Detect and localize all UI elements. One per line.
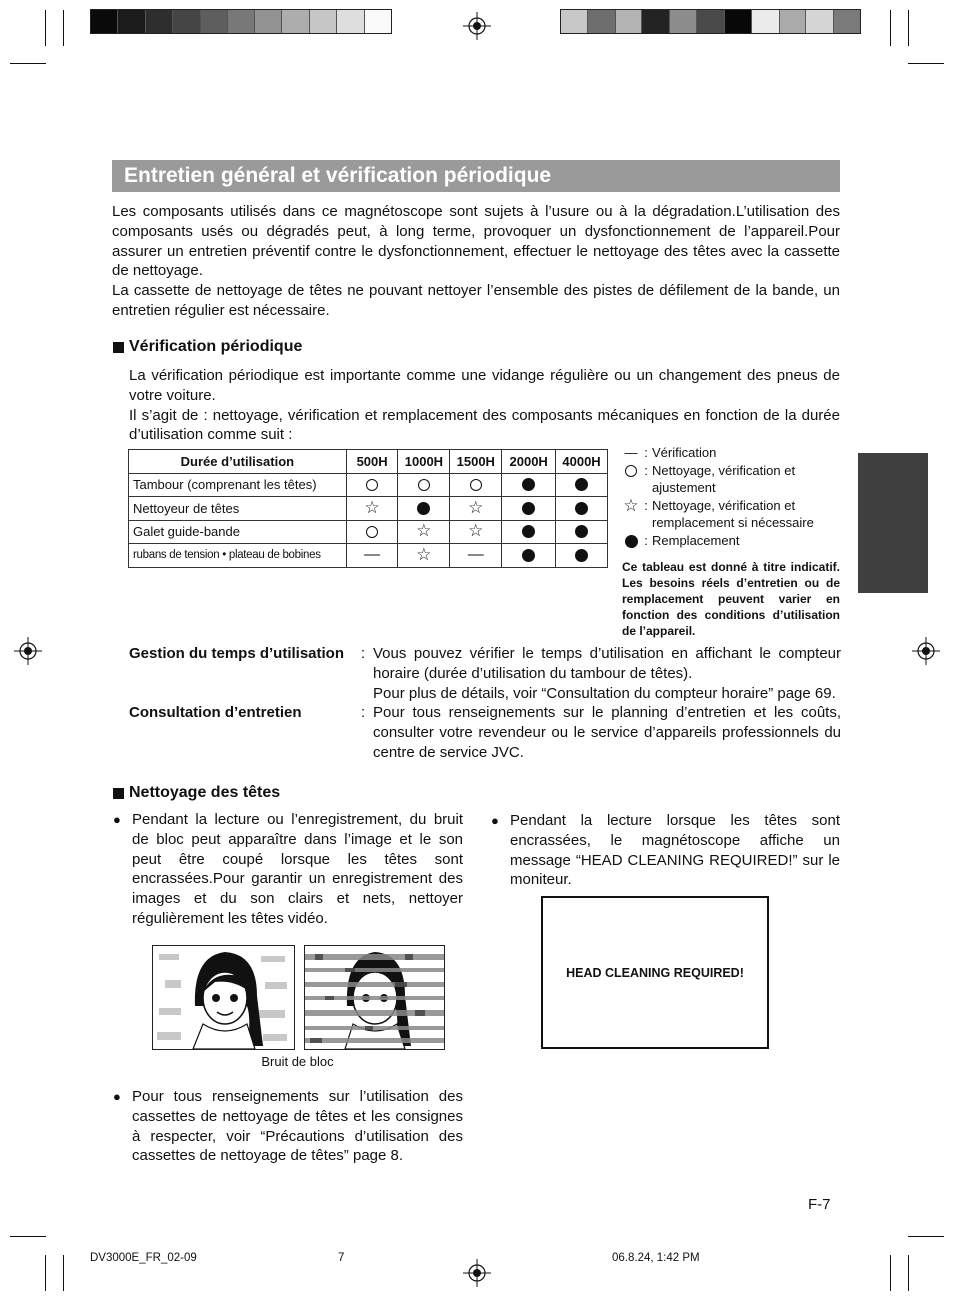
legend-item xyxy=(622,444,842,462)
footer-date: 06.8.24, 1:42 PM xyxy=(612,1252,700,1264)
legend-text: Remplacement xyxy=(652,532,740,548)
table-header-cell: 2000H xyxy=(502,450,556,474)
table-row xyxy=(129,473,608,497)
filled-circle-icon xyxy=(575,525,588,538)
grayscale-bar-right xyxy=(560,9,861,34)
definition-term: Gestion du temps d’utilisation xyxy=(129,645,345,662)
clean-picture-image xyxy=(152,945,295,1050)
table-header-cell: 500H xyxy=(346,450,398,474)
colon: : xyxy=(644,445,648,460)
table-header-cell: 1500H xyxy=(450,450,502,474)
registration-mark-icon xyxy=(14,637,42,665)
open-circle-icon xyxy=(418,479,430,491)
crop-mark xyxy=(890,1255,891,1291)
registration-mark-icon xyxy=(912,637,940,665)
table-cell xyxy=(450,473,502,497)
filled-circle-icon xyxy=(417,502,430,515)
open-circle-icon xyxy=(366,526,378,538)
definition-text: Vous pouvez vérifier le temps d’utilisation en affichant le compteur horaire (durée d’utilisation du tambour de têtes). xyxy=(373,645,841,682)
table-row-label: Nettoyeur de têtes xyxy=(129,497,347,521)
table-cell xyxy=(346,544,398,568)
table-cell xyxy=(556,520,608,544)
table-row-label: Tambour (comprenant les têtes) xyxy=(129,473,347,497)
definition-row xyxy=(129,703,841,762)
definition-term: Consultation d’entretien xyxy=(129,704,302,722)
definition-value: Pour tous renseignements sur le planning d’entretien et les coûts, consulter votre revendeur ou le service d’appareils professionnels du centre de service JVC. xyxy=(373,704,841,761)
block-noise-picture-image xyxy=(304,945,445,1050)
definition-list xyxy=(129,644,841,763)
crop-mark xyxy=(45,1255,46,1291)
crop-mark xyxy=(908,10,909,46)
intro-text xyxy=(112,202,840,321)
crop-mark xyxy=(45,10,46,46)
intro-paragraph: Les composants utilisés dans ce magnétoscope sont sujets à l’usure ou à la dégradation.L’utilisation des composants usés ou dégradés peut, à long terme, provoquer un dysfonctionnement de l’appareil.Pour assurer un entretien préventif contre le dysfonctionnement, effectuer le nettoyage des têtes avec la cassette de nettoyage. xyxy=(112,203,840,280)
table-cell xyxy=(450,497,502,521)
crop-mark xyxy=(890,10,891,46)
star-icon: ☆ xyxy=(364,497,380,517)
bullet-text: Pendant la lecture lorsque les têtes sont encrassées, le magnétoscope affiche un message “HEAD CLEANING REQUIRED!” sur le moniteur. xyxy=(510,812,840,889)
legend-symbol xyxy=(622,532,640,550)
section-heading-text: Nettoyage des têtes xyxy=(129,784,281,801)
colon: : xyxy=(361,704,366,722)
table-cell xyxy=(502,544,556,568)
intro-paragraph: La cassette de nettoyage de têtes ne pouvant nettoyer l’ensemble des pistes de défilement de la bande, un entretien régulier est nécessaire. xyxy=(112,282,840,319)
star-icon: ☆ xyxy=(468,521,484,541)
legend-symbol xyxy=(622,497,640,532)
bullet-text: Pour tous renseignements sur l’utilisation des cassettes de nettoyage de têtes et les consignes à respecter, voir “Précautions d’utilisation des cassettes de nettoyage de têtes” page 8. xyxy=(132,1088,463,1165)
picture-caption: Bruit de bloc xyxy=(261,1054,334,1069)
crop-mark xyxy=(908,1255,909,1291)
section-heading-verification xyxy=(113,338,302,356)
section-heading-cleaning xyxy=(113,784,280,802)
table-cell xyxy=(346,520,398,544)
page-number: F-7 xyxy=(808,1196,831,1213)
filled-circle-icon xyxy=(522,525,535,538)
dash-icon: — xyxy=(364,546,381,564)
filled-circle-icon xyxy=(522,502,535,515)
verification-paragraph: Il s’agit de : nettoyage, vérification et remplacement des composants mécaniques en fonction de la durée d’utilisation comme suit : xyxy=(129,406,840,444)
table-cell xyxy=(398,497,450,521)
table-row-label: rubans de tension • plateau de bobines xyxy=(129,544,347,568)
table-cell xyxy=(556,473,608,497)
legend-item xyxy=(622,532,842,550)
bullet-icon: ● xyxy=(113,812,121,827)
table-legend xyxy=(622,444,842,550)
table-cell xyxy=(450,544,502,568)
table-cell xyxy=(502,520,556,544)
star-icon: ☆ xyxy=(416,544,432,564)
open-circle-icon xyxy=(625,465,637,477)
crop-mark xyxy=(908,1236,944,1237)
square-bullet-icon xyxy=(113,342,124,353)
definition-value xyxy=(373,644,841,703)
page-title: Entretien général et vérification périodique xyxy=(124,164,552,187)
table-cell xyxy=(398,473,450,497)
registration-mark-icon xyxy=(463,12,491,40)
bullet-item xyxy=(113,810,463,929)
table-row xyxy=(129,497,608,521)
table-cell xyxy=(450,520,502,544)
footer-file: DV3000E_FR_02-09 xyxy=(90,1252,197,1264)
table-cell xyxy=(556,544,608,568)
registration-mark-icon xyxy=(463,1259,491,1287)
open-circle-icon xyxy=(470,479,482,491)
square-bullet-icon xyxy=(113,788,124,799)
crop-mark xyxy=(908,63,944,64)
open-circle-icon xyxy=(366,479,378,491)
table-cell xyxy=(398,544,450,568)
legend-symbol xyxy=(622,444,640,462)
bullet-icon: ● xyxy=(491,813,499,828)
grayscale-bar-left xyxy=(90,9,392,34)
title-bar xyxy=(112,160,840,192)
legend-item xyxy=(622,462,842,497)
filled-circle-icon xyxy=(625,535,638,548)
table-cell xyxy=(346,497,398,521)
filled-circle-icon xyxy=(575,549,588,562)
table-row-label: Galet guide-bande xyxy=(129,520,347,544)
colon: : xyxy=(361,645,366,662)
maintenance-table xyxy=(128,449,608,568)
verification-text xyxy=(129,366,840,445)
table-cell xyxy=(398,520,450,544)
star-icon: ☆ xyxy=(468,497,484,517)
side-tab xyxy=(858,453,928,593)
filled-circle-icon xyxy=(522,478,535,491)
legend-item xyxy=(622,497,842,532)
crop-mark xyxy=(63,1255,64,1291)
table-header-cell: Durée d’utilisation xyxy=(129,450,347,474)
bullet-icon: ● xyxy=(113,1089,121,1104)
filled-circle-icon xyxy=(575,502,588,515)
bullet-item xyxy=(113,1087,463,1166)
table-note: Ce tableau est donné à titre indicatif. Les besoins réels d’entretien ou de remplacement peuvent varier en fonction des conditions d’utilisation de l’appareil. xyxy=(622,560,840,638)
footer-page: 7 xyxy=(338,1252,345,1264)
filled-circle-icon xyxy=(575,478,588,491)
table-cell xyxy=(556,497,608,521)
dash-icon: — xyxy=(467,546,484,564)
table-row xyxy=(129,544,608,568)
verification-paragraph: La vérification périodique est importante comme une vidange régulière ou un changement des pneus de votre voiture. xyxy=(129,367,840,404)
star-icon: ☆ xyxy=(623,495,639,515)
bullet-text: Pendant la lecture ou l’enregistrement, du bruit de bloc peut apparaître dans l’image et le son peut être coupé lorsque les têtes sont encrassées.Pour garantir un enregistrement des images et du son clairs et nets, nettoyer régulièrement les têtes vidéo. xyxy=(132,811,463,927)
table-cell xyxy=(346,473,398,497)
star-icon: ☆ xyxy=(416,521,432,541)
monitor-message: HEAD CLEANING REQUIRED! xyxy=(566,965,744,980)
table-cell xyxy=(502,497,556,521)
table-row xyxy=(129,520,608,544)
colon: : xyxy=(644,462,648,478)
table-header-cell: 4000H xyxy=(556,450,608,474)
legend-symbol xyxy=(622,462,640,497)
filled-circle-icon xyxy=(522,549,535,562)
table-header-cell: 1000H xyxy=(398,450,450,474)
colon: : xyxy=(644,532,648,548)
definition-row xyxy=(129,644,841,703)
definition-text: Pour plus de détails, voir “Consultation du compteur horaire” page 69. xyxy=(373,684,836,702)
bullet-item xyxy=(491,811,840,890)
colon: : xyxy=(644,497,648,513)
legend-text: Nettoyage, vérification et ajustement xyxy=(652,462,796,496)
legend-text: Vérification xyxy=(652,445,717,460)
section-heading-text: Vérification périodique xyxy=(129,338,303,355)
monitor-screen xyxy=(541,896,769,1049)
dash-icon: — xyxy=(624,445,638,460)
table-cell xyxy=(502,473,556,497)
table-header-row xyxy=(129,450,608,474)
legend-text: Nettoyage, vérification et remplacement si nécessaire xyxy=(652,497,814,531)
crop-mark xyxy=(10,63,46,64)
crop-mark xyxy=(10,1236,46,1237)
crop-mark xyxy=(63,10,64,46)
